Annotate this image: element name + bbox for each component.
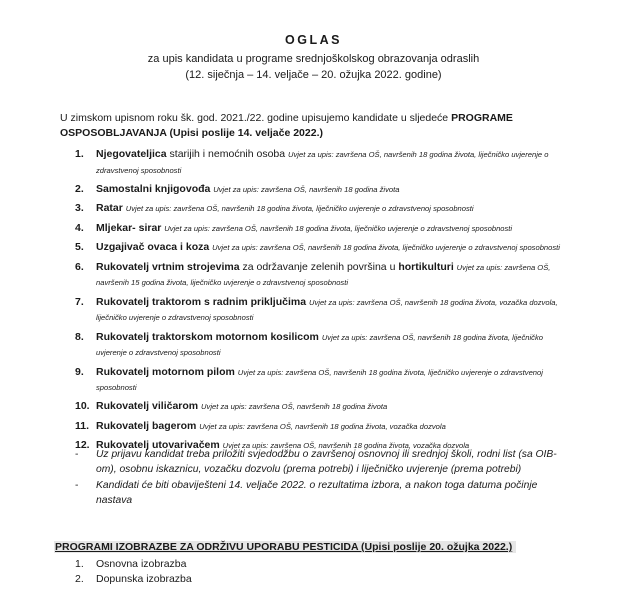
- program-name: Njegovateljica: [96, 148, 167, 160]
- program-number: 3.: [75, 202, 84, 215]
- program-item: [75, 419, 575, 435]
- program-name-rest: za održavanje zelenih površina u: [239, 260, 399, 273]
- program-item: [75, 182, 575, 198]
- program-condition: Uvjet za upis: završena OŠ, navršenih 18 godina života, liječničko uvjerenje o zdravstvenoj sposobnosti: [125, 204, 474, 214]
- program-item: [75, 295, 575, 326]
- program-condition: Uvjet za upis: završena OŠ, navršenih 18 godina života, liječničko uvjerenje o zdravstvenoj sposobnosti: [96, 367, 543, 393]
- intro-bold: PROGRAME OSPOSOBLJAVANJA (Upisi poslije 14. veljače 2022.): [60, 112, 513, 139]
- note-dash: -: [75, 449, 79, 460]
- program-name: Uzgajivač ovaca i koza: [96, 241, 210, 254]
- program-item: [75, 201, 575, 217]
- program-name: Rukovatelj bagerom: [96, 419, 197, 432]
- program-item: [75, 260, 575, 291]
- program-name-rest: starijih i nemoćnih osoba: [166, 148, 286, 160]
- program-item: [75, 330, 575, 361]
- section2-item-label: Osnovna izobrazba: [96, 558, 187, 570]
- program-item: [75, 221, 575, 237]
- program-number: 4.: [75, 221, 84, 234]
- program-item: [75, 147, 575, 178]
- section2-item-label: Dopunska izobrazba: [96, 573, 192, 585]
- programs-list: [75, 147, 575, 458]
- program-item: [75, 240, 575, 256]
- section2-item-number: 2.: [75, 573, 84, 585]
- subtitle: [0, 51, 627, 83]
- note-item: [75, 447, 575, 477]
- program-item: [75, 365, 575, 396]
- program-number: 2.: [75, 182, 84, 195]
- section2-heading: PROGRAMI IZOBRAZBE ZA ODRŽIVU UPORABU PESTICIDA (Upisi poslije 20. ožujka 2022.): [54, 541, 516, 553]
- program-condition: Uvjet za upis: završena OŠ, navršenih 18 godina života, vozačka dozvola: [199, 421, 446, 431]
- notes-list: [75, 447, 575, 509]
- subtitle-line-2: (12. siječnja – 14. veljače – 20. ožujka 2022. godine): [185, 69, 442, 81]
- program-item: [75, 399, 575, 415]
- program-name-extra: hortikulturi: [398, 260, 454, 273]
- program-name: Samostalni knjigovođa: [96, 182, 211, 195]
- program-number: 8.: [75, 330, 84, 343]
- program-number: 11.: [75, 419, 90, 432]
- program-condition: Uvjet za upis: završena OŠ, navršenih 15 godina života, liječničko uvjerenje o zdravstvenoj sposobnosti: [96, 262, 551, 288]
- program-number: 9.: [75, 365, 84, 378]
- program-name: Rukovatelj utovarivačem: [96, 439, 220, 452]
- program-name: Rukovatelj traktorom s radnim priključima: [96, 295, 307, 308]
- program-condition: Uvjet za upis: završena OŠ, navršenih 18 godina života, liječničko uvjerenje o zdravstvenoj sposobnosti: [96, 332, 543, 358]
- section2-item: [75, 572, 192, 587]
- program-number: 1.: [75, 148, 84, 160]
- note-dash: -: [75, 480, 79, 491]
- section2-item-number: 1.: [75, 558, 84, 570]
- note-text: Kandidati će biti obaviješteni 14. veljače 2022. o rezultatima izbora, a nakon toga datuma počinje nastava: [96, 480, 538, 506]
- program-condition: Uvjet za upis: završena OŠ, navršenih 18 godina života, vozačka dozvola, liječničko uvjerenje o zdravstvenoj sposobnosti: [96, 297, 558, 323]
- program-number: 10.: [75, 400, 90, 413]
- note-text: Uz prijavu kandidat treba priložiti svjedodžbu o završenoj osnovnoj ili srednjoj školi, rodni list (sa OIB-om), osobnu iskaznicu, vozačku dozvolu (prema potrebi) i liječničko uvjerenje (prema potrebi): [96, 449, 557, 475]
- intro-paragraph: [60, 111, 580, 141]
- program-condition: Uvjet za upis: završena OŠ, navršenih 18 godina života, vozačka dozvola: [222, 441, 470, 451]
- page-title: OGLAS: [285, 33, 342, 47]
- section2-item: [75, 557, 192, 572]
- intro-text: U zimskom upisnom roku šk. god. 2021./22. godine upisujemo kandidate u sljedeće: [60, 112, 452, 124]
- section2-list: [75, 557, 192, 587]
- program-condition: Uvjet za upis: završena OŠ, navršenih 18 godina života: [201, 402, 388, 412]
- program-condition: Uvjet za upis: završena OŠ, navršenih 18 godina života, liječničko uvjerenje o zdravstvenoj sposobnosti: [96, 150, 549, 175]
- program-name: Ratar: [96, 202, 123, 215]
- program-condition: Uvjet za upis: završena OŠ, navršenih 18 godina života: [213, 184, 400, 194]
- program-number: 7.: [75, 295, 84, 308]
- note-item: [75, 478, 575, 508]
- program-number: 5.: [75, 241, 84, 254]
- program-name: Mljekar- sirar: [96, 221, 162, 234]
- subtitle-line-1: za upis kandidata u programe srednjoškolskog obrazovanja odraslih: [147, 53, 480, 65]
- program-name: Rukovatelj traktorskom motornom kosilicom: [96, 330, 319, 343]
- program-name: Rukovatelj viličarom: [96, 400, 199, 413]
- program-condition: Uvjet za upis: završena OŠ, navršenih 18 godina života, liječničko uvjerenje o zdravstvenoj sposobnosti: [212, 243, 560, 253]
- program-condition: Uvjet za upis: završena OŠ, navršenih 18 godina života, liječničko uvjerenje o zdravstvenoj sposobnosti: [164, 223, 513, 233]
- program-number: 6.: [75, 260, 84, 273]
- program-name: Rukovatelj motornom pilom: [96, 365, 235, 378]
- program-number: 12.: [75, 439, 90, 452]
- program-name: Rukovatelj vrtnim strojevima: [96, 260, 240, 273]
